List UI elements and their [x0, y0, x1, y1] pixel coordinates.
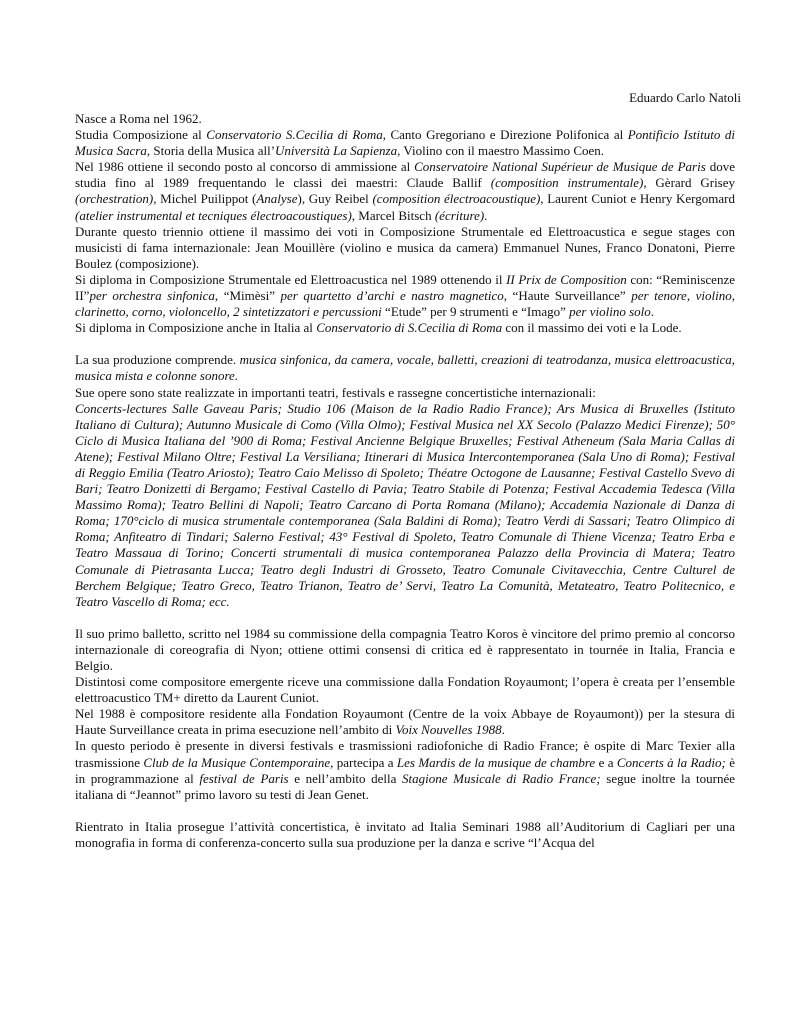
text-run: In questo periodo è presente in diversi festivals e trasmissioni radiofoniche di Radio France; è ospite di Marc Texier alla trasmissione — [75, 738, 735, 770]
italic-text-run: Conservatorio di S.Cecilia di Roma — [316, 320, 503, 336]
italic-text-run: (écriture) — [434, 207, 485, 223]
text-run: Studia Composizione al — [75, 127, 207, 143]
text-run: , “Haute Surveillance” — [503, 288, 632, 304]
paragraph-first-ballet — [75, 626, 735, 674]
text-run: Nel 1988 è compositore residente alla Fondation Royaumont (Centre de la voix Abbaye de Royaumont)) per la stesura di Haute Surveillance creata in prima esecuzione nell’ambito di — [75, 706, 735, 738]
paragraph-birth — [75, 111, 735, 127]
text-run: Si diploma in Composizione Strumentale ed Elettroacustica nel 1989 ottenendo il — [75, 271, 507, 287]
text-run: , Canto Gregoriano e Direzione Polifonica al — [382, 127, 628, 143]
italic-text-run: (atelier instrumental et tecniques électroacoustiques) — [75, 207, 352, 223]
text-run: con: “Reminiscenze II” — [75, 271, 735, 304]
italic-text-run: per violino solo — [569, 304, 651, 320]
text-run: Sue opere sono state realizzate in importanti teatri, festivals e rassegne concertistiche internazionali: — [75, 384, 596, 400]
italic-text-run: per orchestra sinfonica — [89, 288, 215, 304]
text-run: Nel 1986 ottiene il secondo posto al concorso di ammissione al — [75, 159, 415, 175]
text-run: segue inoltre la tournée italiana di “Jeannot” primo lavoro su testi di Jean Genet. — [75, 770, 735, 802]
italic-text-run: per quartetto d’archi e nastro magnetico — [280, 288, 504, 304]
text-run: e a — [595, 754, 617, 770]
text-run: , Marcel Bitsch — [351, 207, 435, 223]
italic-text-run: Les Mardis de la musique de chambre — [396, 754, 596, 770]
italic-text-run: festival de Paris — [199, 770, 289, 786]
paragraph-venues-list — [75, 401, 735, 610]
text-run: “Etude” per 9 strumenti e “Imago” — [381, 304, 570, 320]
paragraph-diploma-paris — [75, 272, 735, 320]
text-run: , Storia della Musica all’ — [146, 143, 276, 159]
paragraph-return-italy — [75, 819, 735, 851]
text-run: , “Mimèsi” — [214, 288, 281, 304]
paragraph-performances-intro — [75, 385, 735, 401]
text-run: e nell’ambito della — [288, 770, 403, 786]
text-run: dove studia fino al 1989 frequentando le classi dei maestri: Claude Ballif — [75, 159, 735, 191]
paragraph-radio-france — [75, 738, 735, 802]
italic-text-run: Concerts-lectures Salle Gaveau Paris; Studio 106 (Maison de la Radio Radio France); Ars Musica di Bruxelles (Istituto Italiano di Cultura); Autunno Musicale di Como (Villa Olmo); Festival Musica nel XX Secolo (Palazzo Medici Firenze); 50° Ciclo di Musica Italiana del ’900 di Roma; Festival Ancienne Belgique Bruxelles; Festival Atheneum (Sala Maria Callas di Atene); Festival Milano Oltre; Festival La Versiliana; Itinerari di Musica Intercontemporanea (Sala Uno di Roma); Festival di Reggio Emilia (Teatro Ariosto); Teatro Caio Melisso di Spoleto; Théatre Octogone de Lausanne; Festival Castello Svevo di Bari; Teatro Donizetti di Bergamo; Festival Castello di Pavia; Teatro Stabile di Potenza; Festival Accademia Tedesca (Villa Massimo Roma); Teatro Bellini di Napoli; Teatro Carcano di Porta Romana (Milano); Accademia Nazionale di Danza di Roma; 170°ciclo di musica strumentale contemporanea (Sala Baldini di Roma); Teatro Verdi di Sassari; Teatro Olimpico di Roma; Anfiteatro di Tindari; Salerno Festival; 43° Festival di Spoleto, Teatro Comunale di Thiene Vicenza; Teatro Erba e Teatro Massaua di Torino; Concerti strumentali di musica contemporanea Palazzo della Provincia di Matera; Teatro Comunale di Pietrasanta Lucca; Teatro degli Industri di Grosseto, Teatro Comunale Civitavecchia, Centre Culturel de Berchem Belgique; Teatro Greco, Teatro Trianon, Teatro de’ Servi, Teatro La Comunità, Metateatro, Teatro Politecnico, e Teatro Vascello di Roma; ecc. — [75, 400, 735, 609]
text-run: è in programmazione al — [75, 754, 736, 786]
italic-text-run: Conservatorio S.Cecilia di Roma — [206, 127, 383, 143]
text-run: ), Guy Reibel — [297, 191, 373, 207]
author-name: Eduardo Carlo Natoli — [629, 90, 741, 105]
text-run: Nasce a Roma nel 1962. — [75, 111, 202, 126]
italic-text-run: (composition électroacoustique) — [372, 191, 541, 207]
italic-text-run: Club de la Musique Contemporaine — [143, 754, 331, 770]
text-run: , Laurent Cuniot e Henry Kergomard — [540, 191, 735, 207]
italic-text-run: Stagione Musicale di Radio France; — [402, 770, 601, 786]
text-run: Rientrato in Italia prosegue l’attività concertistica, è invitato ad Italia Seminari 1988 all’Auditorium di Cagliari per una monografia in forma di conferenza-concerto sulla sua produzione per la danza e scrive “l’Acqua del — [75, 818, 735, 850]
italic-text-run: Analyse — [256, 191, 298, 207]
italic-text-run: Università La Sapienza — [275, 143, 398, 159]
paragraph-royaumont-residency — [75, 706, 735, 738]
text-run: . — [501, 722, 505, 738]
text-run: con il massimo dei voti e la Lode. — [502, 320, 682, 336]
text-run: , Michel Puilippot ( — [153, 191, 257, 207]
biography-text — [75, 111, 735, 851]
italic-text-run: (orchestration) — [75, 191, 154, 207]
text-run: , Violino con il maestro Massimo Coen. — [397, 143, 605, 159]
italic-text-run: II Prix de Composition — [506, 271, 627, 287]
paragraph-production — [75, 352, 735, 384]
text-run: . — [650, 304, 654, 320]
paragraph-diploma-rome — [75, 320, 735, 336]
italic-text-run: musica sinfonica, da camera, vocale, balletti, creazioni di teatrodanza, musica elettroacustica, musica mista e colonne sonore. — [75, 352, 735, 384]
italic-text-run: (composition instrumentale) — [490, 175, 644, 191]
text-run: , Gèrard Grisey — [643, 175, 736, 191]
text-run: Si diploma in Composizione anche in Italia al — [75, 320, 317, 336]
text-run: La sua produzione comprende. — [75, 352, 240, 368]
text-run: Durante questo triennio ottiene il massimo dei voti in Composizione Strumentale ed Elettroacustica e segue stages con musicisti di fama internazionale: Jean Mouillère (violino e musica da camera) Emmanuel Nunes, Franco Donatoni, Pierre Boulez (composizione). — [75, 223, 735, 271]
paragraph-paris-conservatoire — [75, 159, 735, 223]
italic-text-run: Pontificio Istituto di Musica Sacra — [75, 127, 735, 159]
italic-text-run: Voix Nouvelles 1988 — [395, 722, 502, 738]
paragraph-stages — [75, 224, 735, 272]
paragraph-studies — [75, 127, 735, 159]
text-run: . — [484, 207, 488, 223]
text-run: Il suo primo balletto, scritto nel 1984 su commissione della compagnia Teatro Koros è vincitore del primo premio al concorso internazionale di coreografia di Nyon; ottiene ottimi consensi di critica ed è rappresentato in tournée in Italia, Francia e Belgio. — [75, 625, 735, 673]
italic-text-run: Concerts à la Radio; — [616, 754, 726, 770]
italic-text-run: per tenore, violino, clarinetto, corno, violoncello, 2 sintetizzatori e percussioni — [75, 288, 735, 320]
text-run: , partecipa a — [330, 754, 397, 770]
text-run: Distintosi come compositore emergente riceve una commissione dalla Fondation Royaumont; l’opera è creata per l’ensemble elettroacustico TM+ diretto da Laurent Cuniot. — [75, 674, 735, 706]
italic-text-run: Conservatoire National Supérieur de Musique de Paris — [414, 159, 706, 175]
paragraph-royaumont-commission — [75, 674, 735, 706]
